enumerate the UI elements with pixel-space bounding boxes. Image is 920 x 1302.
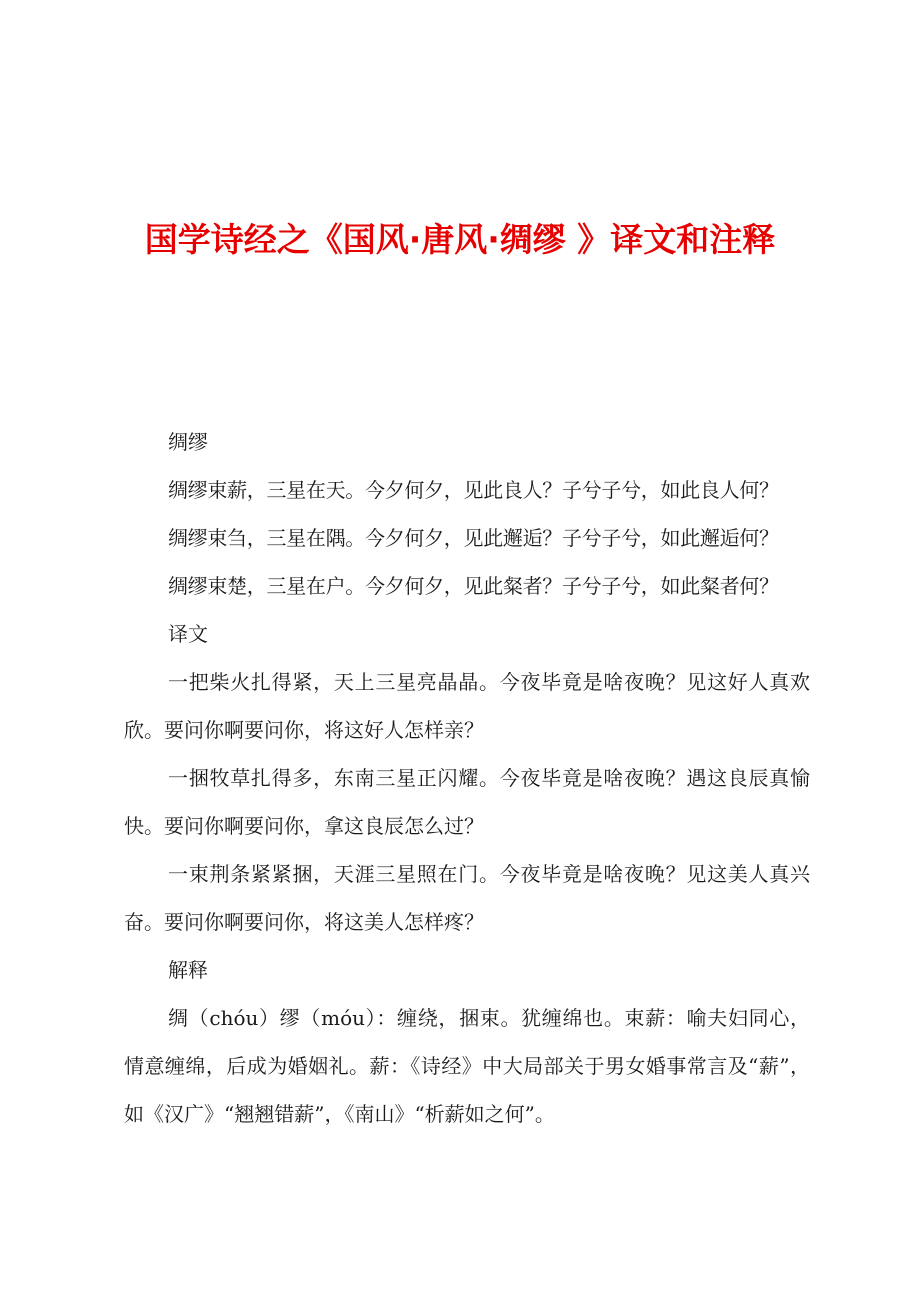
poem-stanza-1: 绸缪束薪，三星在天。今夕何夕，见此良人？子兮子兮，如此良人何？ xyxy=(168,478,779,502)
document-title: 国学诗经之《国风·唐风·绸缪 》译文和注释 xyxy=(144,220,776,260)
section-heading-notes: 解释 xyxy=(168,958,208,982)
poem-title: 绸缪 xyxy=(168,430,208,454)
poem-stanza-3: 绸缪束楚，三星在户。今夕何夕，见此粲者？子兮子兮，如此粲者何？ xyxy=(168,574,779,598)
translation-paragraph-1: 一把柴火扎得紧，天上三星亮晶晶。今夜毕竟是啥夜晚？见这好人真欢欣。要问你啊要问你，将这好人怎样亲？ xyxy=(124,670,810,742)
translation-paragraph-2: 一捆牧草扎得多，东南三星正闪耀。今夜毕竟是啥夜晚？遇这良辰真愉快。要问你啊要问你，拿这良辰怎么过？ xyxy=(124,766,810,838)
document-body xyxy=(124,418,810,1138)
section-heading-translation: 译文 xyxy=(168,622,208,646)
translation-paragraph-3: 一束荆条紧紧捆，天涯三星照在门。今夜毕竟是啥夜晚？见这美人真兴奋。要问你啊要问你，将这美人怎样疼？ xyxy=(124,862,810,934)
poem-stanza-2: 绸缪束刍，三星在隅。今夕何夕，见此邂逅？子兮子兮，如此邂逅何？ xyxy=(168,526,779,550)
notes-paragraph-1: 绸（chóu）缪（móu）：缠绕，捆束。犹缠绵也。束薪：喻夫妇同心，情意缠绵，后成为婚姻礼。薪：《诗经》中大局部关于男女婚事常言及“薪”，如《汉广》“翘翘错薪”，《南山》“析薪如之何”。 xyxy=(124,1006,810,1126)
